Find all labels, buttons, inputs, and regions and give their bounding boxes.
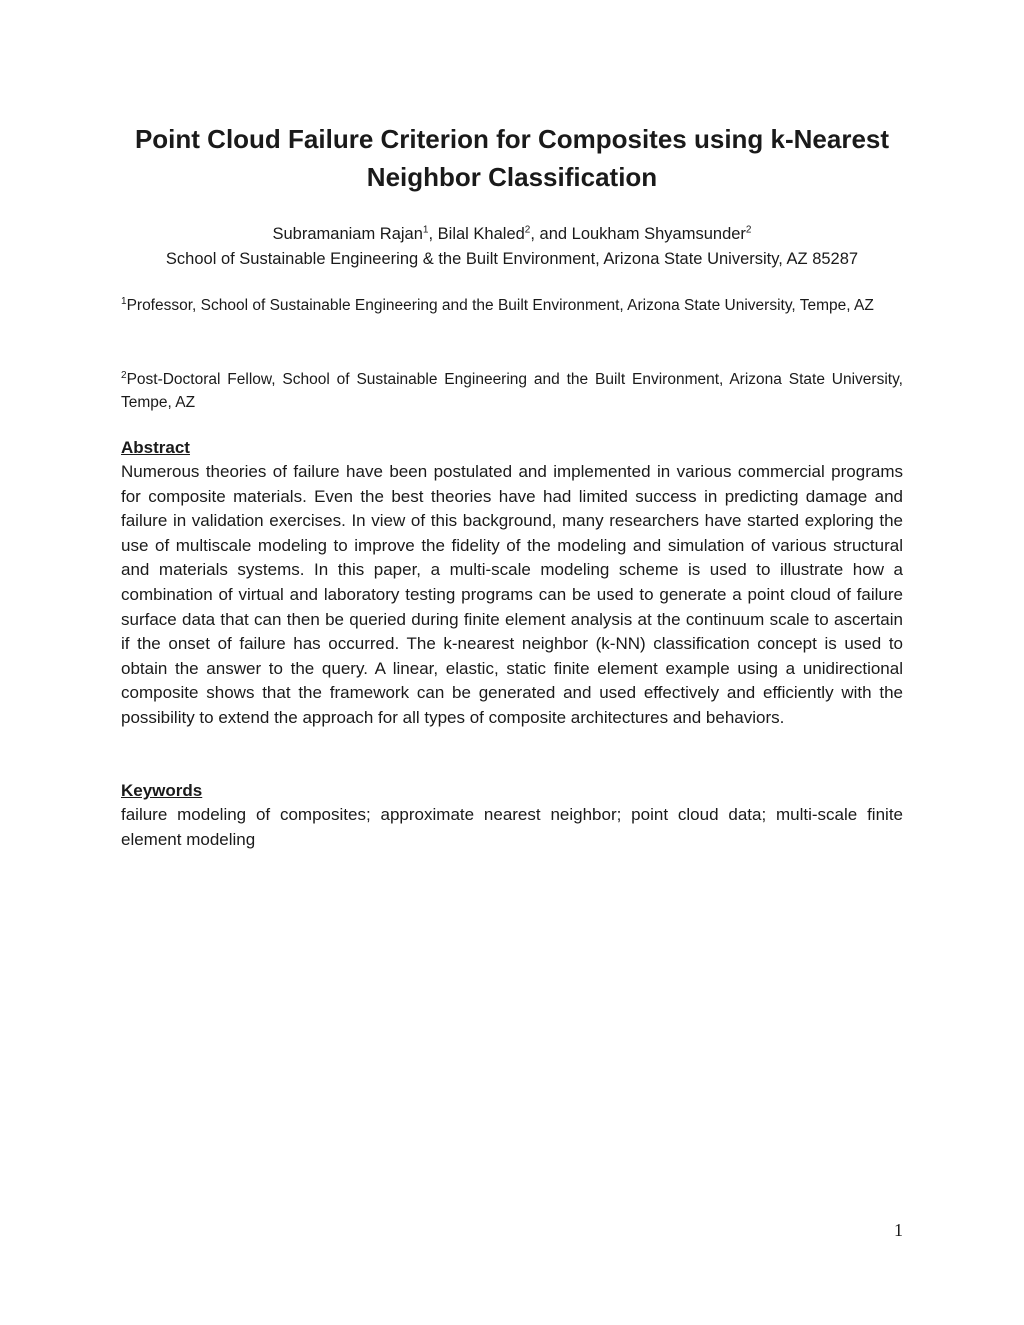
author-list <box>100 222 924 247</box>
title-line-2: Neighbor Classification <box>366 162 658 192</box>
author-separator: , <box>428 225 438 243</box>
author-name: Subramaniam Rajan <box>272 225 423 243</box>
affiliation-text: Post-Doctoral Fellow, School of Sustainable Engineering and the Built Environment, Arizona State University, Tempe, AZ <box>121 371 903 411</box>
author-name: Bilal Khaled <box>437 225 525 243</box>
affiliation-mark: 1 <box>121 295 127 307</box>
page-number: 1 <box>894 1220 903 1240</box>
keywords-heading: Keywords <box>121 781 203 800</box>
affiliation-note <box>121 368 903 414</box>
abstract-heading: Abstract <box>121 438 190 457</box>
affiliation-text: Professor, School of Sustainable Engineering and the Built Environment, Arizona State University, Tempe, AZ <box>126 297 874 314</box>
keywords-text: failure modeling of composites; approximate nearest neighbor; point cloud data; multi-scale finite element modeling <box>121 805 903 849</box>
author-separator: , and <box>530 225 572 243</box>
author-affiliation-mark: 2 <box>524 224 531 236</box>
title-line-1: Point Cloud Failure Criterion for Composites using k-Nearest <box>134 124 890 154</box>
author-affiliation-mark: 2 <box>745 224 752 236</box>
school-line: School of Sustainable Engineering & the Built Environment, Arizona State University, AZ 85287 <box>165 250 859 268</box>
affiliation-mark: 2 <box>121 369 127 381</box>
author-block <box>100 222 924 272</box>
author-name: Loukham Shyamsunder <box>571 225 746 243</box>
author-affiliation-mark: 1 <box>422 224 429 236</box>
paper-title <box>100 120 924 196</box>
affiliation-note <box>121 294 903 317</box>
abstract-text: Numerous theories of failure have been postulated and implemented in various commercial programs for composite materials. Even the best theories have had limited success in predicting damage and failure in validation exercises. In view of this background, many researchers have started exploring the use of multiscale modeling to improve the fidelity of the modeling and simulation of various structural and materials systems. In this paper, a multi-scale modeling scheme is used to illustrate how a combination of virtual and laboratory testing programs can be used to generate a point cloud of failure surface data that can then be queried during finite element analysis at the continuum scale to ascertain if the onset of failure has occurred. The k-nearest neighbor (k-NN) classification concept is used to obtain the answer to the query. A linear, elastic, static finite element example using a unidirectional composite shows that the framework can be generated and used effectively and efficiently with the possibility to extend the approach for all types of composite architectures and behaviors. <box>121 462 903 727</box>
